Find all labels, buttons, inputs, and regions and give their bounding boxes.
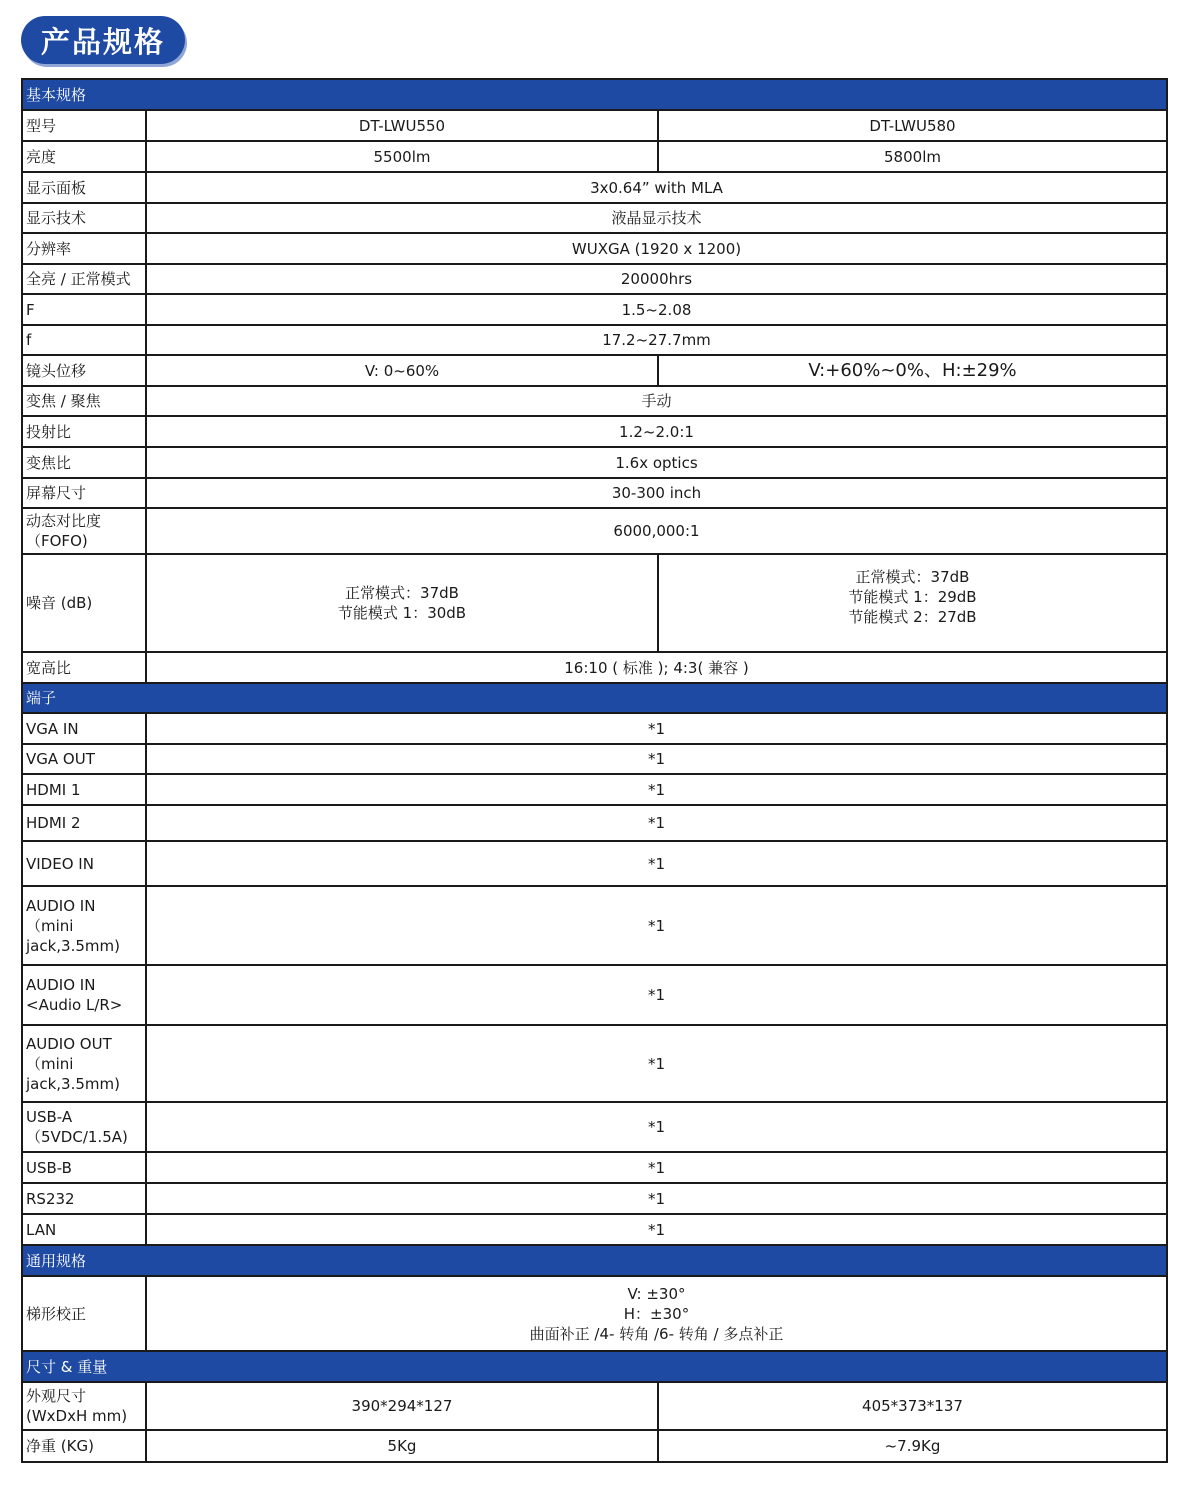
section-ports bbox=[22, 683, 1167, 713]
row-value: 1.6x optics bbox=[146, 447, 1167, 478]
row-value: *1 bbox=[146, 1214, 1167, 1245]
noise-line: 正常模式：37dB bbox=[855, 568, 970, 586]
row-label bbox=[22, 1382, 146, 1430]
keystone-line: V: ±30° bbox=[627, 1284, 686, 1303]
row-port bbox=[22, 744, 1167, 774]
label-line: 外观尺寸 bbox=[26, 1387, 87, 1405]
row-lamp bbox=[22, 264, 1167, 294]
row-contrast bbox=[22, 508, 1167, 554]
row-label bbox=[22, 1025, 146, 1102]
section-size bbox=[22, 1351, 1167, 1382]
noise-line: 节能模式 1：29dB bbox=[848, 588, 977, 606]
row-value: *1 bbox=[146, 805, 1167, 841]
row-keystone bbox=[22, 1276, 1167, 1351]
lens-shift-a: V: 0~60% bbox=[146, 355, 658, 386]
model-b: DT-LWU580 bbox=[658, 110, 1167, 141]
row-port bbox=[22, 805, 1167, 841]
row-F bbox=[22, 294, 1167, 325]
row-label: 投射比 bbox=[22, 416, 146, 447]
row-f bbox=[22, 325, 1167, 355]
spec-table-container bbox=[21, 78, 1166, 1463]
row-label: 宽高比 bbox=[22, 652, 146, 683]
row-label: 显示技术 bbox=[22, 203, 146, 233]
label-line: （mini bbox=[26, 916, 74, 935]
row-noise bbox=[22, 554, 1167, 652]
keystone-line: 曲面补正 /4- 转角 /6- 转角 / 多点补正 bbox=[529, 1324, 784, 1343]
label-line: AUDIO IN bbox=[26, 976, 96, 994]
row-value: *1 bbox=[146, 965, 1167, 1025]
row-port bbox=[22, 774, 1167, 805]
noise-a bbox=[146, 554, 658, 652]
row-port bbox=[22, 841, 1167, 886]
label-line: jack,3.5mm) bbox=[26, 936, 120, 955]
row-value: *1 bbox=[146, 886, 1167, 965]
noise-line: 正常模式：37dB bbox=[345, 584, 459, 602]
brightness-b: 5800lm bbox=[658, 141, 1167, 172]
row-display-tech bbox=[22, 203, 1167, 233]
label-line: USB-A bbox=[26, 1108, 73, 1126]
row-weight bbox=[22, 1430, 1167, 1462]
model-a: DT-LWU550 bbox=[146, 110, 658, 141]
row-value: 手动 bbox=[146, 386, 1167, 416]
row-panel bbox=[22, 172, 1167, 203]
row-port bbox=[22, 1102, 1167, 1152]
section-title: 基本规格 bbox=[22, 79, 1167, 110]
row-zoom-focus bbox=[22, 386, 1167, 416]
row-port bbox=[22, 1183, 1167, 1214]
row-value: 16:10 ( 标准 ); 4:3( 兼容 ) bbox=[146, 652, 1167, 683]
row-model bbox=[22, 110, 1167, 141]
brightness-a: 5500lm bbox=[146, 141, 658, 172]
row-label: HDMI 2 bbox=[22, 805, 146, 841]
row-value: *1 bbox=[146, 744, 1167, 774]
label-line: 动态对比度 bbox=[26, 512, 102, 530]
noise-line: 节能模式 1：30dB bbox=[337, 604, 467, 622]
row-label: 显示面板 bbox=[22, 172, 146, 203]
noise-b bbox=[658, 554, 1167, 652]
row-value: *1 bbox=[146, 841, 1167, 886]
noise-line: 节能模式 2：27dB bbox=[848, 608, 977, 626]
row-port bbox=[22, 1214, 1167, 1245]
row-label: VGA IN bbox=[22, 713, 146, 744]
row-label: 噪音 (dB) bbox=[22, 554, 146, 652]
row-label: 亮度 bbox=[22, 141, 146, 172]
row-resolution bbox=[22, 233, 1167, 264]
dimensions-b: 405*373*137 bbox=[658, 1382, 1167, 1430]
row-value: 液晶显示技术 bbox=[146, 203, 1167, 233]
row-label: f bbox=[22, 325, 146, 355]
row-label: 镜头位移 bbox=[22, 355, 146, 386]
row-label bbox=[22, 1102, 146, 1152]
row-label: 变焦 / 聚焦 bbox=[22, 386, 146, 416]
row-label: VGA OUT bbox=[22, 744, 146, 774]
section-title: 通用规格 bbox=[22, 1245, 1167, 1276]
weight-a: 5Kg bbox=[146, 1430, 658, 1462]
row-label: 变焦比 bbox=[22, 447, 146, 478]
row-lens-shift bbox=[22, 355, 1167, 386]
row-aspect bbox=[22, 652, 1167, 683]
keystone-line: H：±30° bbox=[623, 1304, 690, 1323]
row-value: *1 bbox=[146, 774, 1167, 805]
row-label: 型号 bbox=[22, 110, 146, 141]
row-label: 全亮 / 正常模式 bbox=[22, 264, 146, 294]
lens-shift-b: V:+60%~0%、H:±29% bbox=[658, 355, 1167, 386]
label-line: AUDIO OUT bbox=[26, 1034, 112, 1053]
row-port bbox=[22, 886, 1167, 965]
row-value: 20000hrs bbox=[146, 264, 1167, 294]
row-label bbox=[22, 965, 146, 1025]
row-label: HDMI 1 bbox=[22, 774, 146, 805]
weight-b: ~7.9Kg bbox=[658, 1430, 1167, 1462]
row-label: 屏幕尺寸 bbox=[22, 478, 146, 508]
label-line: （FOFO) bbox=[26, 532, 88, 550]
row-label: RS232 bbox=[22, 1183, 146, 1214]
row-value: 6000,000:1 bbox=[146, 508, 1167, 554]
row-port bbox=[22, 713, 1167, 744]
row-value: *1 bbox=[146, 1183, 1167, 1214]
row-port bbox=[22, 965, 1167, 1025]
row-screen-size bbox=[22, 478, 1167, 508]
page-title: 产品规格 bbox=[21, 16, 185, 64]
row-throw-ratio bbox=[22, 416, 1167, 447]
label-line: (WxDxH mm) bbox=[26, 1407, 128, 1425]
row-label: LAN bbox=[22, 1214, 146, 1245]
row-label bbox=[22, 508, 146, 554]
row-value: *1 bbox=[146, 1102, 1167, 1152]
row-label: 净重 (KG) bbox=[22, 1430, 146, 1462]
section-general bbox=[22, 1245, 1167, 1276]
dimensions-a: 390*294*127 bbox=[146, 1382, 658, 1430]
label-line: （mini bbox=[26, 1054, 74, 1073]
row-label: VIDEO IN bbox=[22, 841, 146, 886]
row-port bbox=[22, 1025, 1167, 1102]
row-label: F bbox=[22, 294, 146, 325]
row-value: *1 bbox=[146, 1152, 1167, 1183]
row-value: 17.2~27.7mm bbox=[146, 325, 1167, 355]
row-label bbox=[22, 886, 146, 965]
row-port bbox=[22, 1152, 1167, 1183]
section-basic bbox=[22, 79, 1167, 110]
row-label: 分辨率 bbox=[22, 233, 146, 264]
row-value: 1.5~2.08 bbox=[146, 294, 1167, 325]
section-title: 尺寸 & 重量 bbox=[22, 1351, 1167, 1382]
section-title: 端子 bbox=[22, 683, 1167, 713]
label-line: <Audio L/R> bbox=[26, 996, 123, 1014]
spec-table bbox=[21, 78, 1168, 1463]
row-value: WUXGA (1920 x 1200) bbox=[146, 233, 1167, 264]
row-brightness bbox=[22, 141, 1167, 172]
label-line: jack,3.5mm) bbox=[26, 1074, 120, 1093]
label-line: AUDIO IN bbox=[26, 896, 96, 915]
row-value: 3x0.64” with MLA bbox=[146, 172, 1167, 203]
row-value: 30-300 inch bbox=[146, 478, 1167, 508]
row-dimensions bbox=[22, 1382, 1167, 1430]
row-value bbox=[146, 1276, 1167, 1351]
row-label: USB-B bbox=[22, 1152, 146, 1183]
row-label: 梯形校正 bbox=[22, 1276, 146, 1351]
label-line: （5VDC/1.5A) bbox=[26, 1128, 128, 1146]
row-zoom-ratio bbox=[22, 447, 1167, 478]
row-value: *1 bbox=[146, 713, 1167, 744]
row-value: 1.2~2.0:1 bbox=[146, 416, 1167, 447]
row-value: *1 bbox=[146, 1025, 1167, 1102]
